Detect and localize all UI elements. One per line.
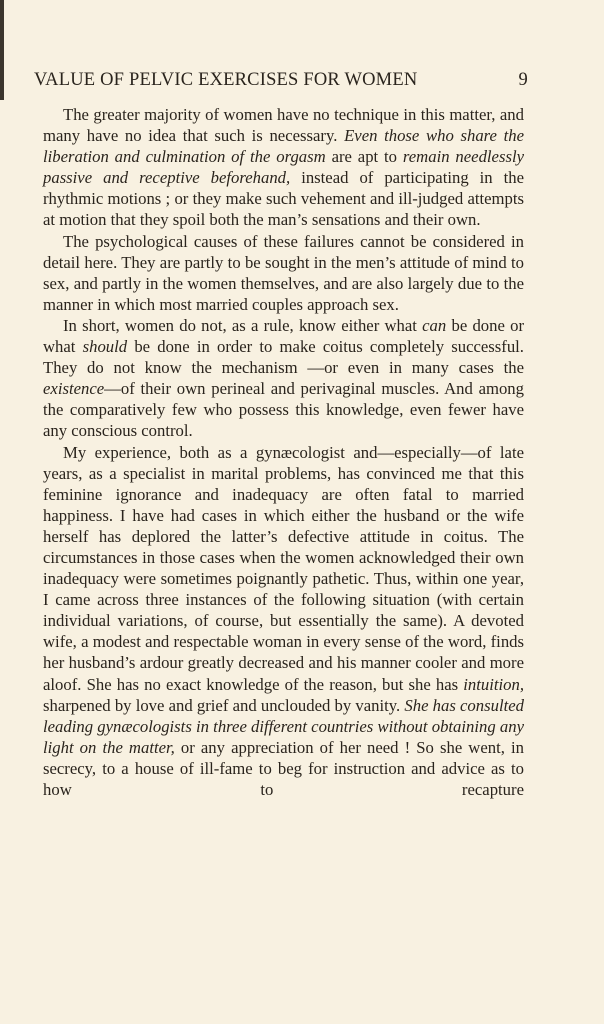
italic-text: should — [82, 337, 128, 357]
paragraph — [43, 315, 524, 442]
text-run: —of their own perineal and perivaginal muscles. And among the comparatively few who possess this knowledge, even fewer have any conscious control. — [43, 379, 524, 441]
page-header — [34, 70, 528, 91]
text-run: sharpened by love and grief and unclouded by vanity. — [43, 695, 405, 715]
page-number: 9 — [518, 70, 528, 90]
italic-text: existence — [43, 379, 105, 399]
paragraph — [43, 104, 524, 231]
text-run: The greater majority of women have no technique in this matter, and many have no idea that such is necessary. — [43, 105, 524, 146]
running-head: VALUE OF PELVIC EXERCISES FOR WOMEN — [34, 70, 418, 90]
text-run: The psychological causes of these failures cannot be considered in detail here. They are partly to be sought in the men’s attitude of mind to sex, and partly in the women themselves, and are also largely due to the manner in which most married couples approach sex. — [43, 231, 524, 314]
text-run: My experience, both as a gynæcologist and—especially—of late years, as a specialist in marital problems, has convinced me that this feminine ignorance and inadequacy are often fatal to married happiness. I have had cases in which either the husband or the wife herself has deplored the latter’s defective attitude in coitus. The circumstances in those cases when the women acknowledged their own inadequacy were sometimes poignantly pathetic. Thus, within one year, I came across three instances of the following situation (with certain individual variations, of course, but essentially the same). A devoted wife, a modest and respectable woman in every sense of the word, finds her husband’s ardour greatly decreased and his manner cooler and more aloof. She has no exact knowledge of the reason, but she has — [43, 442, 524, 694]
text-run: be done or what — [43, 315, 525, 357]
italic-text: intuition, — [463, 674, 524, 694]
text-run: In short, women do not, as a rule, know either what — [63, 315, 423, 335]
text-run: instead of participating in the rhythmic motions ; or they make such vehement and ill-judged attempts at motion that they spoil both the man’s sensations and their own. — [43, 168, 524, 230]
page-edge-shadow — [0, 0, 4, 100]
paragraph — [43, 442, 524, 801]
italic-text: remain needlessly passive and receptive beforehand, — [43, 147, 524, 188]
italic-text: can — [422, 315, 447, 335]
body-text — [43, 104, 524, 800]
text-run: be done in order to make coitus completely successful. They do not know the mechanism —or even in many cases the — [43, 337, 524, 378]
text-run: are apt to — [325, 147, 403, 167]
italic-text: Even those who share the liberation and culmination of the orgasm — [43, 126, 525, 167]
paragraph — [43, 231, 524, 315]
italic-text: She has consulted leading gynæcologists in three different countries without obtaining any light on the matter, — [43, 695, 524, 757]
text-run: or any appreciation of her need ! So she went, in secrecy, to a house of ill-fame to beg for instruction and advice as to how to recapture — [43, 737, 524, 799]
